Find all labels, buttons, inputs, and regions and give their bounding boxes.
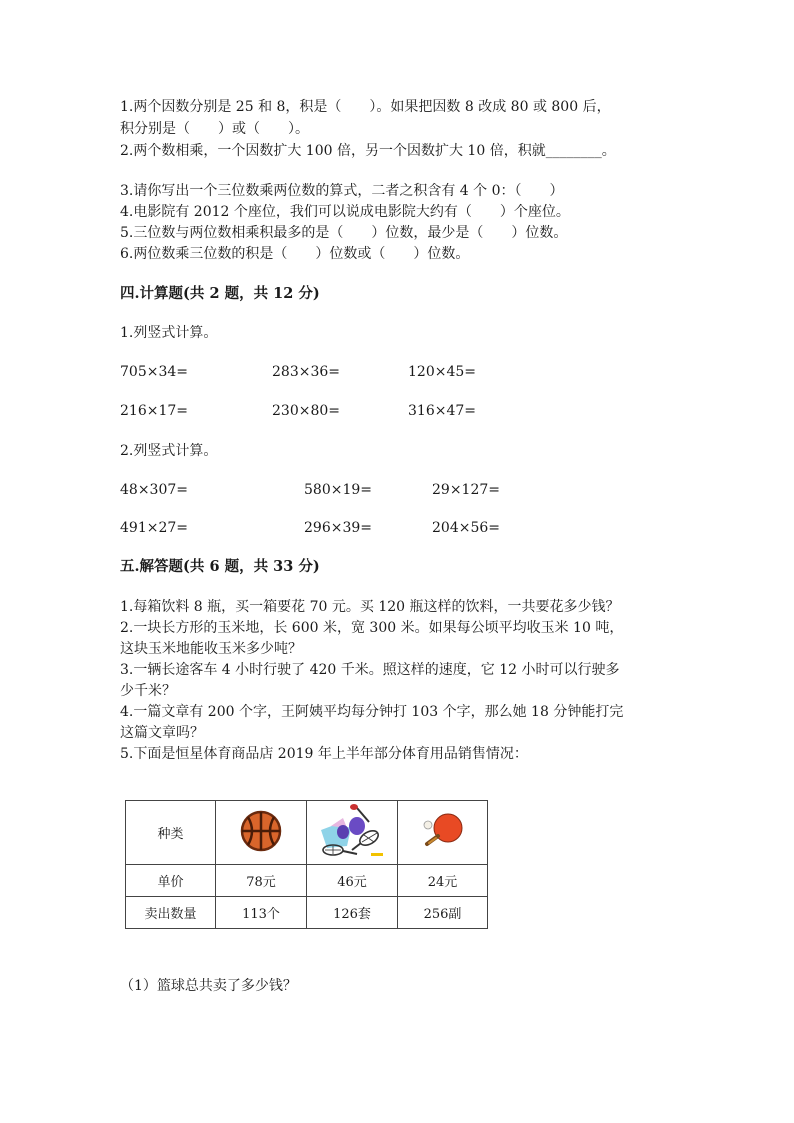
fill-q6: 6.两位数乘三位数的积是（ ）位数或（ ）位数。 (120, 246, 470, 262)
quantity-cell: 126套 (307, 897, 398, 929)
calc-item: 230×80= (272, 403, 340, 419)
word-q4-line1: 4.一篇文章有 200 个字，王阿姨平均每分钟打 103 个字，那么她 18 分钟能打完 (120, 704, 624, 720)
fill-q1-line1: 1.两个因数分别是 25 和 8，积是（ ）。如果把因数 8 改成 80 或 800 后， (120, 99, 611, 115)
fill-q5: 5.三位数与两位数相乘积最多的是（ ）位数，最少是（ ）位数。 (120, 225, 568, 241)
section4-heading: 四.计算题(共 2 题，共 12 分) (120, 285, 320, 302)
calc-item: 204×56= (432, 520, 500, 536)
calc-item: 705×34= (120, 364, 188, 380)
badminton-cell (307, 801, 398, 865)
row-label-quantity: 卖出数量 (126, 897, 216, 929)
calc-q2-title: 2.列竖式计算。 (120, 443, 218, 459)
calc-q1-title: 1.列竖式计算。 (120, 325, 218, 341)
calc-item: 216×17= (120, 403, 188, 419)
quantity-cell: 256副 (398, 897, 488, 929)
fill-q1-line2: 积分别是（ ）或（ ）。 (120, 121, 309, 137)
word-q3-line1: 3.一辆长途客车 4 小时行驶了 420 千米。照这样的速度，它 12 小时可以行驶多 (120, 662, 620, 678)
sales-table (125, 800, 488, 929)
price-cell: 24元 (398, 865, 488, 897)
calc-item: 491×27= (120, 520, 188, 536)
word-q2-line1: 2.一块长方形的玉米地，长 600 米，宽 300 米。如果每公顷平均收玉米 10 吨， (120, 620, 624, 636)
word-q5-sub1: （1）篮球总共卖了多少钱？ (120, 978, 297, 994)
word-q3-line2: 少千米？ (120, 683, 176, 699)
calc-item: 580×19= (304, 482, 372, 498)
price-cell: 78元 (216, 865, 307, 897)
table-row (126, 801, 488, 865)
basketball-cell (216, 801, 307, 865)
calc-item: 316×47= (408, 403, 476, 419)
row-label-kind: 种类 (126, 801, 216, 865)
fill-q3: 3.请你写出一个三位数乘两位数的算式，二者之积含有 4 个 0：（ ） (120, 183, 564, 199)
fill-q2: 2.两个数相乘，一个因数扩大 100 倍，另一个因数扩大 10 倍，积就________。 (120, 143, 616, 159)
badminton-icon (317, 802, 387, 864)
word-q2-line2: 这块玉米地能收玉米多少吨？ (120, 641, 302, 657)
section5-heading: 五.解答题(共 6 题，共 33 分) (120, 558, 320, 575)
word-q5: 5.下面是恒星体育商品店 2019 年上半年部分体育用品销售情况： (120, 746, 528, 762)
calc-item: 283×36= (272, 364, 340, 380)
calc-item: 120×45= (408, 364, 476, 380)
calc-item: 29×127= (432, 482, 500, 498)
calc-item: 48×307= (120, 482, 188, 498)
table-row (126, 865, 488, 897)
fill-q4: 4.电影院有 2012 个座位，我们可以说成电影院大约有（ ）个座位。 (120, 204, 570, 220)
calc-item: 296×39= (304, 520, 372, 536)
table-row (126, 897, 488, 929)
price-cell: 46元 (307, 865, 398, 897)
row-label-price: 单价 (126, 865, 216, 897)
ping-pong-icon (417, 811, 469, 855)
quantity-cell: 113个 (216, 897, 307, 929)
word-q1: 1.每箱饮料 8 瓶，买一箱要花 70 元。买 120 瓶这样的饮料，一共要花多少钱？ (120, 599, 620, 615)
word-q4-line2: 这篇文章吗？ (120, 725, 204, 741)
ping-pong-cell (398, 801, 488, 865)
basketball-icon (239, 809, 283, 857)
